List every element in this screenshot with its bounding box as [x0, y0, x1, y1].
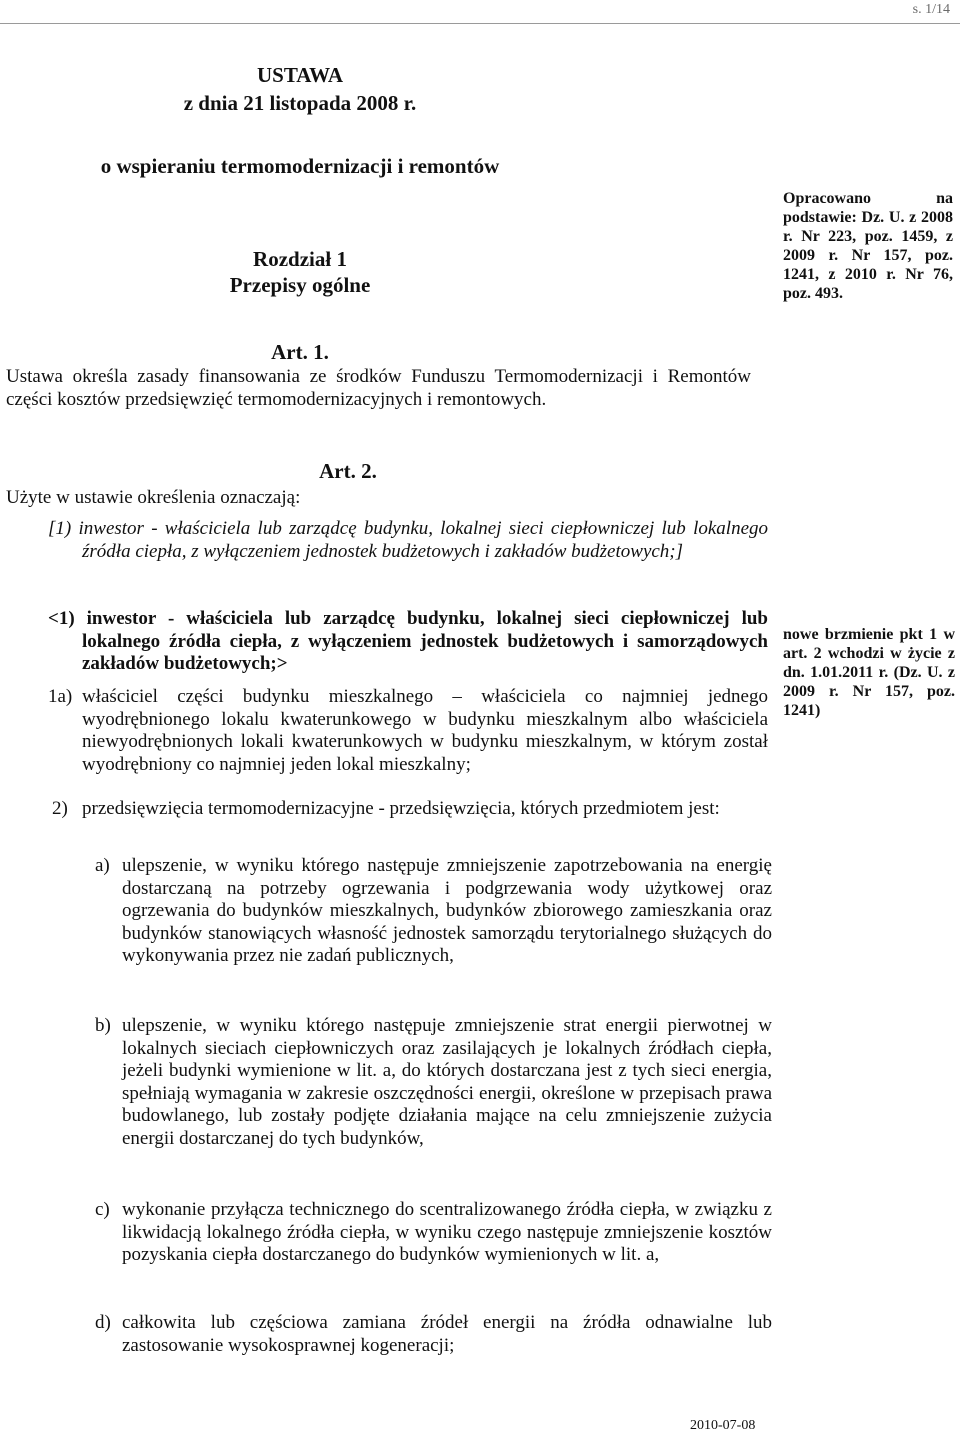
art2-heading: Art. 2.	[319, 459, 377, 483]
new-item-1: <1) inwestor - właściciela lub zarządcę budynku, lokalnej sieci ciepłowniczej lub lokalnego źródła ciepła, z wyłączeniem jednostek budżetowych i samorządowych zakładów budżetowych;>	[48, 608, 768, 675]
act-subject: o wspieraniu termomodernizacji i remontów	[100, 154, 500, 178]
item-1a-label: 1a)	[48, 686, 73, 707]
subitem-b-label: b)	[95, 1015, 111, 1036]
subitem-c	[95, 1199, 772, 1267]
art1-heading: Art. 1.	[271, 340, 329, 364]
item-2-text: przedsięwzięcia termomodernizacyjne - przedsięwzięcia, których przedmiotem jest:	[82, 798, 720, 819]
chapter-name: Przepisy ogólne	[229, 273, 371, 297]
subitem-a-label: a)	[95, 855, 110, 876]
old-item-1: [1) inwestor - właściciela lub zarządcę budynku, lokalnej sieci ciepłowniczej lub lokalnego źródła ciepła, z wyłączeniem jednostek budżetowych i zakładów budżetowych;]	[48, 518, 768, 562]
item-2-label: 2)	[52, 798, 68, 819]
document-date: 2010-07-08	[690, 1418, 756, 1433]
item-1a-text: właściciel części budynku mieszkalnego – właściciela co najmniej jednego wyodrębnionego lokalu kwaterunkowego w budynku mieszkalnym albo właściciela niewyodrębnionych lokali kwaterunkowych w budynku mieszkalnym, w którym został wyodrębniony co najmniej jeden lokal mieszkalny;	[82, 686, 768, 775]
page-number: s. 1/14	[912, 2, 950, 17]
item-1a	[48, 686, 768, 776]
subitem-d-text: całkowita lub częściowa zamiana źródeł energii na źródła odnawialne lub zastosowanie wysokosprawnej kogeneracji;	[122, 1312, 772, 1356]
subitem-d-label: d)	[95, 1312, 111, 1333]
subitem-d	[95, 1312, 772, 1357]
subitem-c-label: c)	[95, 1199, 110, 1220]
subitem-b	[95, 1015, 772, 1151]
amendment-note: nowe brzmienie pkt 1 w art. 2 wchodzi w życie z dn. 1.01.2011 r. (Dz. U. z 2009 r. Nr 157, poz. 1241)	[783, 626, 955, 719]
art2-intro: Użyte w ustawie określenia oznaczają:	[6, 487, 301, 508]
subitem-b-text: ulepszenie, w wyniku którego następuje zmniejszenie strat energii pierwotnej w lokalnych sieciach ciepłowniczych oraz zasilających je lokalnych źródłach ciepła, jeżeli budynki wymienione w lit. a, do których dostarczana jest z tych sieci energia, spełniają wymagania w zakresie oszczędności energii, określone w przepisach prawa budowlanego, lub zostały podjęte działania mające na celu zmniejszenie zużycia energii dostarczanej do tych budynków,	[122, 1015, 772, 1149]
item-2	[48, 798, 768, 821]
subitem-a	[95, 855, 772, 968]
header-rule	[0, 23, 960, 24]
source-note: Opracowano na podstawie: Dz. U. z 2008 r. Nr 223, poz. 1459, z 2009 r. Nr 157, poz. 1241, z 2010 r. Nr 76, poz. 493.	[783, 190, 953, 302]
act-title: USTAWA	[257, 63, 343, 87]
subitem-c-text: wykonanie przyłącza technicznego do scentralizowanego źródła ciepła, w związku z likwidacją lokalnego źródła ciepła, w wyniku czego następuje zmniejszenie kosztów pozyskania ciepła dostarczanego do budynków wymienionych w lit. a,	[122, 1199, 772, 1266]
act-date: z dnia 21 listopada 2008 r.	[183, 91, 417, 115]
chapter-number: Rozdział 1	[253, 247, 347, 271]
art1-text: Ustawa określa zasady finansowania ze środków Funduszu Termomodernizacji i Remontów części kosztów przedsięwzięć termomodernizacyjnych i remontowych.	[6, 366, 751, 410]
subitem-a-text: ulepszenie, w wyniku którego następuje zmniejszenie zapotrzebowania na energię dostarczaną na potrzeby ogrzewania i podgrzewania wody użytkowej oraz ogrzewania do budynków mieszkalnych, budynków zbiorowego zamieszkania oraz budynków stanowiących własność jednostek samorządu terytorialnego służących do wykonywania przez nie zadań publicznych,	[122, 855, 772, 967]
